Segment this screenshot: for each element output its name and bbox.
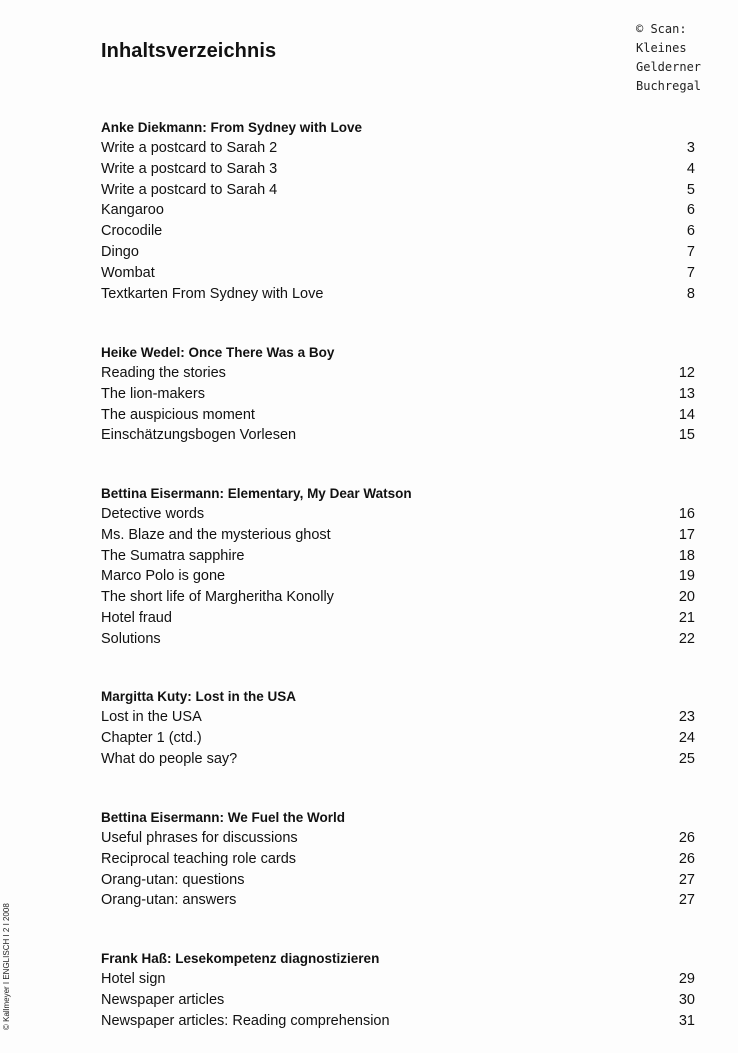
toc-entry-page: 30 (678, 991, 695, 1008)
toc-entry (101, 504, 695, 525)
toc-entry-label: Hotel fraud (101, 609, 172, 626)
toc-entry (101, 728, 695, 749)
toc-entry (101, 608, 695, 629)
toc-entry-page: 5 (686, 181, 695, 198)
toc-entry-label: Solutions (101, 630, 161, 647)
toc-entry-page: 25 (678, 750, 695, 767)
toc-entry-label: Textkarten From Sydney with Love (101, 285, 324, 302)
toc-entry (101, 425, 695, 446)
toc-entry-label: Einschätzungsbogen Vorlesen (101, 427, 297, 444)
toc-entry (101, 221, 695, 242)
toc-entry-page: 29 (678, 971, 695, 987)
toc-entry-label: Orang-utan: questions (101, 871, 245, 888)
toc-entry-page: 16 (678, 506, 695, 522)
toc-entry (101, 587, 695, 608)
toc-entry-page: 21 (678, 609, 695, 626)
toc-entry-page: 20 (678, 589, 695, 606)
section-heading: Bettina Eisermann: We Fuel the World (101, 810, 346, 825)
toc-entry-page: 23 (678, 709, 695, 725)
toc-entry-label: The short life of Margheritha Konolly (101, 589, 334, 606)
toc-entry (101, 629, 695, 650)
toc-entry (101, 566, 695, 587)
toc-entry (101, 990, 695, 1011)
toc-entry (101, 384, 695, 405)
toc-entry (101, 525, 695, 546)
toc-entry-page: 24 (678, 729, 695, 746)
toc-entry-page: 18 (678, 547, 695, 564)
toc-entry-page: 26 (678, 830, 695, 846)
toc-entry-page: 26 (678, 850, 695, 867)
toc-entry-label: The lion-makers (101, 385, 205, 402)
section-heading: Bettina Eisermann: Elementary, My Dear Watson (101, 486, 412, 501)
toc-entry-page: 3 (686, 140, 695, 156)
toc-entry-page: 12 (678, 365, 695, 381)
toc-section (101, 483, 695, 650)
toc-entry-label: Lost in the USA (101, 709, 202, 725)
toc-entry-page: 7 (686, 264, 695, 281)
toc-entry-label: Newspaper articles (101, 991, 225, 1008)
toc-entry (101, 138, 695, 159)
toc-entry-page: 13 (678, 385, 695, 402)
toc-entry (101, 870, 695, 891)
toc-entry-label: Reading the stories (101, 365, 226, 381)
toc-entry-label: Orang-utan: answers (101, 892, 237, 909)
scan-credit-line: Gelderner (636, 60, 702, 74)
toc-entry-label: Crocodile (101, 223, 163, 240)
section-heading: Anke Diekmann: From Sydney with Love (101, 120, 363, 135)
toc-entry-label: Marco Polo is gone (101, 568, 226, 585)
toc-entry (101, 707, 695, 728)
toc-entry (101, 828, 695, 849)
toc-entry-label: The auspicious moment (101, 406, 255, 423)
toc-entry-label: Chapter 1 (ctd.) (101, 729, 202, 746)
section-heading: Heike Wedel: Once There Was a Boy (101, 345, 335, 360)
toc-entry-page: 4 (686, 160, 695, 177)
toc-entry-page: 31 (678, 1012, 695, 1029)
toc-entry-label: Kangaroo (101, 202, 164, 219)
toc-entry (101, 749, 695, 770)
scan-credit-line: © Scan: (636, 22, 687, 36)
toc-entry-page: 14 (678, 406, 695, 423)
toc-entry-label: Write a postcard to Sarah 4 (101, 181, 278, 198)
toc-entry-page: 17 (678, 526, 695, 543)
toc-entry-page: 6 (686, 202, 695, 219)
toc-entry-page: 27 (678, 871, 695, 888)
toc-entry (101, 969, 695, 990)
toc-section (101, 686, 695, 769)
toc-entry-label: Hotel sign (101, 971, 166, 987)
toc-entry-page: 15 (678, 427, 695, 444)
toc-entry-label: Newspaper articles: Reading comprehension (101, 1012, 390, 1029)
toc-entry-label: Reciprocal teaching role cards (101, 850, 297, 867)
toc-entry-label: Useful phrases for discussions (101, 830, 298, 846)
toc-entry-page: 19 (678, 568, 695, 585)
toc-entry-page: 6 (686, 223, 695, 240)
section-heading: Margitta Kuty: Lost in the USA (101, 689, 296, 704)
page-title: Inhaltsverzeichnis (101, 40, 277, 62)
toc-entry (101, 263, 695, 284)
toc-entry-page: 22 (678, 630, 695, 647)
toc-entry-page: 27 (678, 892, 695, 909)
toc-section (101, 807, 695, 911)
toc-entry-label: Wombat (101, 264, 155, 281)
scan-credit (636, 20, 736, 96)
toc-entry (101, 200, 695, 221)
toc-entry (101, 890, 695, 911)
toc-entry (101, 405, 695, 426)
copyright-side-note: © Kallmeyer I ENGLISCH I 2 I 2008 (2, 903, 11, 1030)
toc-section (101, 117, 695, 304)
toc-entry (101, 546, 695, 567)
toc-entry-label: Write a postcard to Sarah 2 (101, 140, 278, 156)
toc-entry-label: Dingo (101, 243, 139, 260)
toc-entry (101, 849, 695, 870)
toc-entry-label: Detective words (101, 506, 205, 522)
toc-entry-page: 8 (686, 285, 695, 302)
toc-entry-label: The Sumatra sapphire (101, 547, 245, 564)
scan-credit-line: Buchregal (636, 79, 702, 93)
section-heading: Frank Haß: Lesekompetenz diagnostizieren (101, 951, 380, 966)
toc-section (101, 342, 695, 446)
toc-entry (101, 363, 695, 384)
toc-entry (101, 284, 695, 305)
toc-entry-label: What do people say? (101, 750, 238, 767)
toc-entry (101, 180, 695, 201)
toc-entry (101, 1011, 695, 1032)
toc-entry-page: 7 (686, 243, 695, 260)
scan-credit-line: Kleines (636, 41, 687, 55)
toc-entry-label: Ms. Blaze and the mysterious ghost (101, 526, 331, 543)
toc-entry-label: Write a postcard to Sarah 3 (101, 160, 278, 177)
toc-section (101, 948, 695, 1031)
toc-entry (101, 242, 695, 263)
toc-entry (101, 159, 695, 180)
